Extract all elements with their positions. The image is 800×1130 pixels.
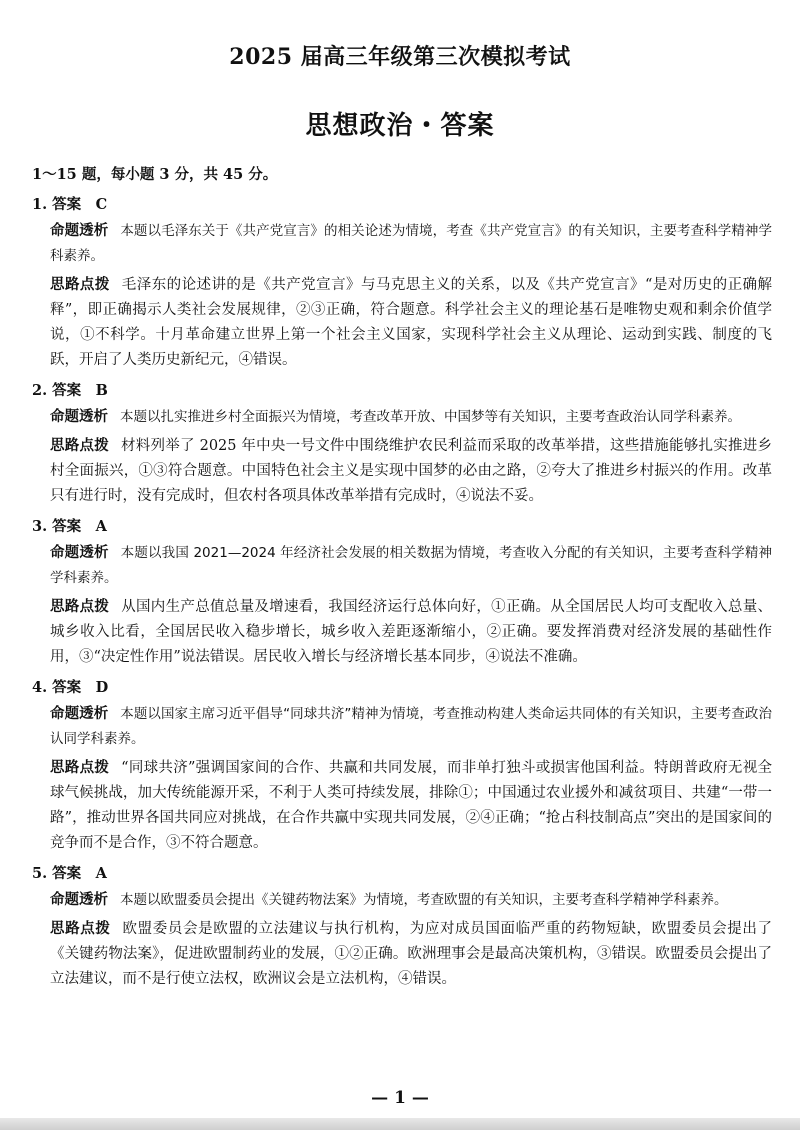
analysis-text: 本题以欧盟委员会提出《关键药物法案》为情境，考查欧盟的有关知识，主要考查科学精神学科素养。 bbox=[120, 892, 728, 908]
page-number: — 1 — bbox=[371, 1088, 429, 1108]
answer-heading: 2. 答案 B bbox=[32, 382, 108, 399]
analysis-label: 命题透析 bbox=[50, 544, 109, 561]
reasoning-paragraph bbox=[32, 755, 772, 856]
reasoning-paragraph bbox=[32, 433, 772, 509]
analysis-paragraph bbox=[32, 701, 772, 752]
reasoning-text: 材料列举了 2025 年中央一号文件中围绕维护农民利益而采取的改革举措，这些措施能够扎实推进乡村全面振兴，①③符合题意。中国特色社会主义是实现中国梦的必由之路，②夸大了推进乡村振兴的作用。改革只有进行时，没有完成时，但农村各项具体改革举措有完成时，④说法不妥。 bbox=[50, 438, 773, 504]
reasoning-paragraph bbox=[32, 272, 772, 373]
analysis-paragraph bbox=[32, 404, 772, 430]
page-bottom-edge bbox=[0, 1118, 800, 1130]
reasoning-text: 从国内生产总值总量及增速看，我国经济运行总体向好，①正确。从全国居民人均可支配收入总量、城乡收入比看，全国居民收入稳步增长，城乡收入差距逐渐缩小，②正确。要发挥消费对经济发展的基础性作用，③“决定性作用”说法错误。居民收入增长与经济增长基本同步，④说法不准确。 bbox=[50, 599, 773, 665]
analysis-text: 本题以毛泽东关于《共产党宣言》的相关论述为情境，考查《共产党宣言》的有关知识，主要考查科学精神学科素养。 bbox=[50, 223, 773, 264]
section-intro: 1～15 题，每小题 3 分，共 45 分。 bbox=[32, 166, 278, 183]
question-1 bbox=[32, 192, 772, 373]
analysis-text: 本题以扎实推进乡村全面振兴为情境，考查改革开放、中国梦等有关知识，主要考查政治认同学科素养。 bbox=[120, 409, 741, 425]
exam-title: 2025 届高三年级第三次模拟考试 bbox=[229, 44, 571, 70]
analysis-label: 命题透析 bbox=[50, 891, 108, 908]
analysis-label: 命题透析 bbox=[50, 222, 109, 239]
reasoning-text: “同球共济”强调国家间的合作、共赢和共同发展，而非单打独斗或损害他国利益。特朗普政府无视全球气候挑战，加大传统能源开采，不利于人类可持续发展，排除①；中国通过农业援外和减贫项目、共建“一带一路”，推动世界各国共同应对挑战，在合作共赢中实现共同发展，②④正确；“抢占科技制高点”突出的是国家间的竞争而不是合作，③不符合题意。 bbox=[50, 760, 772, 851]
answer-heading: 4. 答案 D bbox=[32, 679, 109, 696]
answer-heading: 5. 答案 A bbox=[32, 865, 107, 882]
reasoning-label: 思路点拨 bbox=[50, 276, 110, 293]
analysis-text: 本题以我国 2021—2024 年经济社会发展的相关数据为情境，考查收入分配的有关知识，主要考查科学精神学科素养。 bbox=[50, 545, 772, 586]
analysis-text: 本题以国家主席习近平倡导“同球共济”精神为情境，考查推动构建人类命运共同体的有关知识，主要考查政治认同学科素养。 bbox=[50, 706, 772, 747]
analysis-label: 命题透析 bbox=[50, 408, 108, 425]
reasoning-paragraph bbox=[32, 594, 772, 670]
analysis-label: 命题透析 bbox=[50, 705, 109, 722]
reasoning-label: 思路点拨 bbox=[50, 920, 111, 937]
analysis-paragraph bbox=[32, 218, 772, 269]
analysis-paragraph bbox=[32, 540, 772, 591]
question-3 bbox=[32, 514, 772, 670]
subject-title: 思想政治・答案 bbox=[305, 111, 495, 141]
reasoning-label: 思路点拨 bbox=[50, 759, 110, 776]
answers-list bbox=[32, 192, 772, 997]
reasoning-text: 毛泽东的论述讲的是《共产党宣言》与马克思主义的关系，以及《共产党宣言》“是对历史的正确解释”，即正确揭示人类社会发展规律，②③正确，符合题意。科学社会主义的理论基石是唯物史观和剩余价值学说，①不科学。十月革命建立世界上第一个社会主义国家，实现科学社会主义从理论、运动到实践、制度的飞跃，开启了人类历史新纪元，④错误。 bbox=[50, 277, 772, 368]
reasoning-paragraph bbox=[32, 916, 772, 992]
question-5 bbox=[32, 861, 772, 992]
reasoning-label: 思路点拨 bbox=[50, 598, 110, 615]
reasoning-text: 欧盟委员会是欧盟的立法建议与执行机构，为应对成员国面临严重的药物短缺，欧盟委员会提出了《关键药物法案》，促进欧盟制药业的发展，①②正确。欧洲理事会是最高决策机构，③错误。欧盟委员会提出了立法建议，而不是行使立法权，欧洲议会是立法机构，④错误。 bbox=[50, 921, 773, 987]
answer-heading: 3. 答案 A bbox=[32, 518, 107, 535]
question-4 bbox=[32, 675, 772, 856]
analysis-paragraph bbox=[32, 887, 772, 913]
answer-heading: 1. 答案 C bbox=[32, 196, 108, 213]
question-2 bbox=[32, 378, 772, 509]
reasoning-label: 思路点拨 bbox=[50, 437, 109, 454]
